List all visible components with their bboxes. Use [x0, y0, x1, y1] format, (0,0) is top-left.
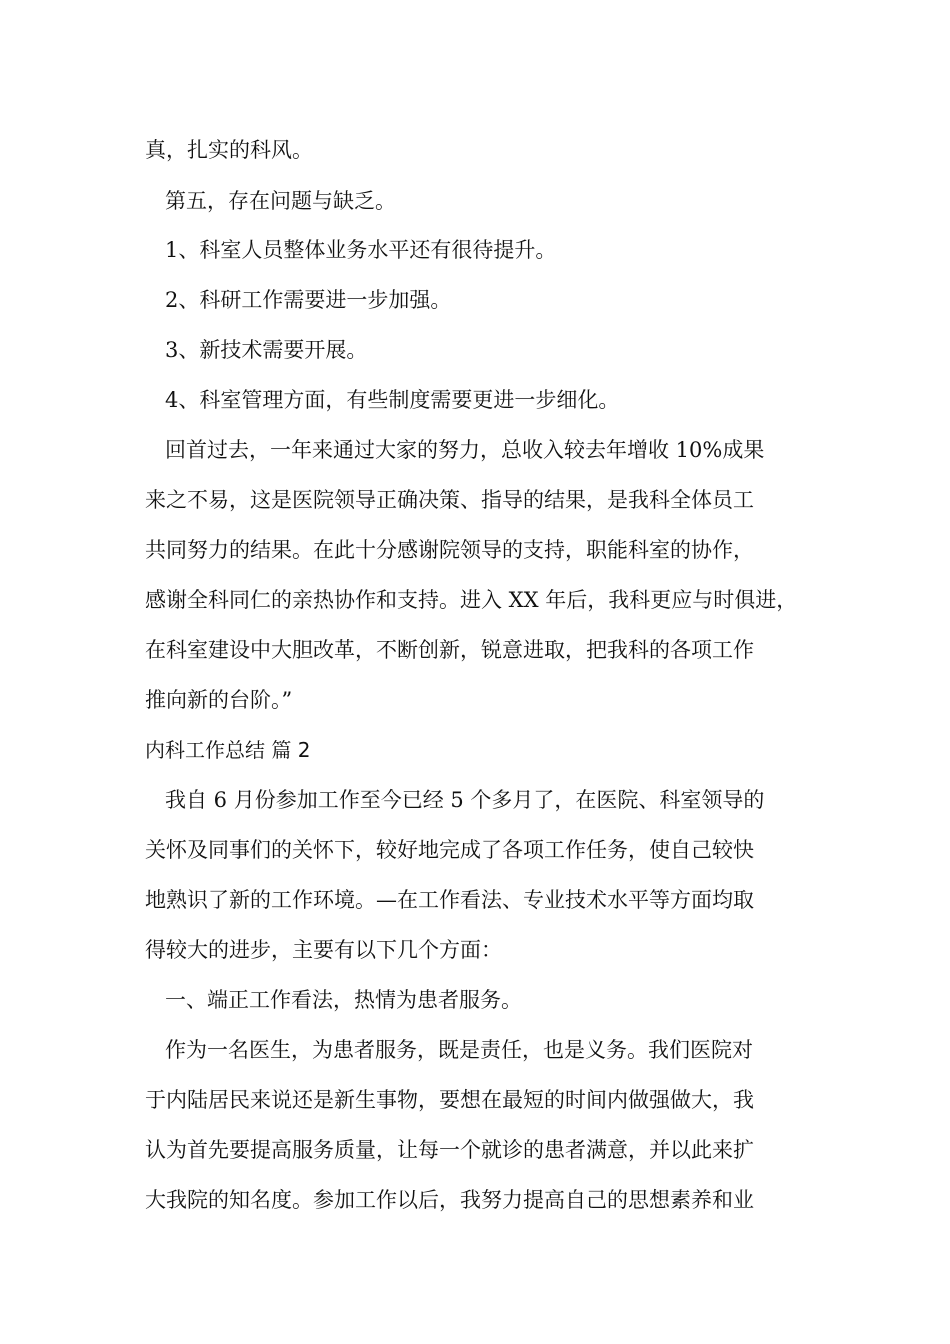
- paragraph-line: 关怀及同事们的关怀下，较好地完成了各项工作任务，使自己较快: [145, 838, 754, 862]
- section-heading: 第五，存在问题与缺乏。: [165, 189, 396, 213]
- text-line: 真，扎实的科风。: [145, 138, 313, 162]
- list-item: 3、新技术需要开展。: [165, 338, 368, 362]
- paragraph-line: 作为一名医生，为患者服务，既是责任，也是义务。我们医院对: [165, 1038, 753, 1062]
- paragraph-line: 来之不易，这是医院领导正确决策、指导的结果，是我科全体员工: [145, 488, 754, 512]
- paragraph-line: 于内陆居民来说还是新生事物，要想在最短的时间内做强做大，我: [145, 1088, 754, 1112]
- article-title: 内科工作总结 篇 2: [145, 738, 311, 762]
- paragraph-line: 得较大的进步，主要有以下几个方面：: [145, 938, 502, 962]
- paragraph-line: 大我院的知名度。参加工作以后，我努力提高自己的思想素养和业: [145, 1188, 754, 1212]
- paragraph-line: 认为首先要提高服务质量，让每一个就诊的患者满意，并以此来扩: [145, 1138, 754, 1162]
- list-item: 1、科室人员整体业务水平还有很待提升。: [165, 238, 557, 262]
- paragraph-line: 共同努力的结果。在此十分感谢院领导的支持，职能科室的协作，: [145, 538, 754, 562]
- list-item: 4、科室管理方面，有些制度需要更进一步细化。: [165, 388, 620, 412]
- list-item: 2、科研工作需要进一步加强。: [165, 288, 452, 312]
- paragraph-line: 地熟识了新的工作环境。—在工作看法、专业技术水平等方面均取: [145, 888, 754, 912]
- paragraph-line: 我自 6 月份参加工作至今已经 5 个多月了，在医院、科室领导的: [165, 788, 765, 812]
- paragraph-line: 在科室建设中大胆改革，不断创新，锐意进取，把我科的各项工作: [145, 638, 754, 662]
- paragraph-line: 推向新的台阶。”: [145, 688, 293, 712]
- paragraph-line: 回首过去，一年来通过大家的努力，总收入较去年增收 10%成果: [165, 438, 765, 462]
- paragraph-line: 感谢全科同仁的亲热协作和支持。进入 XX 年后，我科更应与时俱进，: [145, 588, 798, 612]
- section-heading: 一、端正工作看法，热情为患者服务。: [165, 988, 522, 1012]
